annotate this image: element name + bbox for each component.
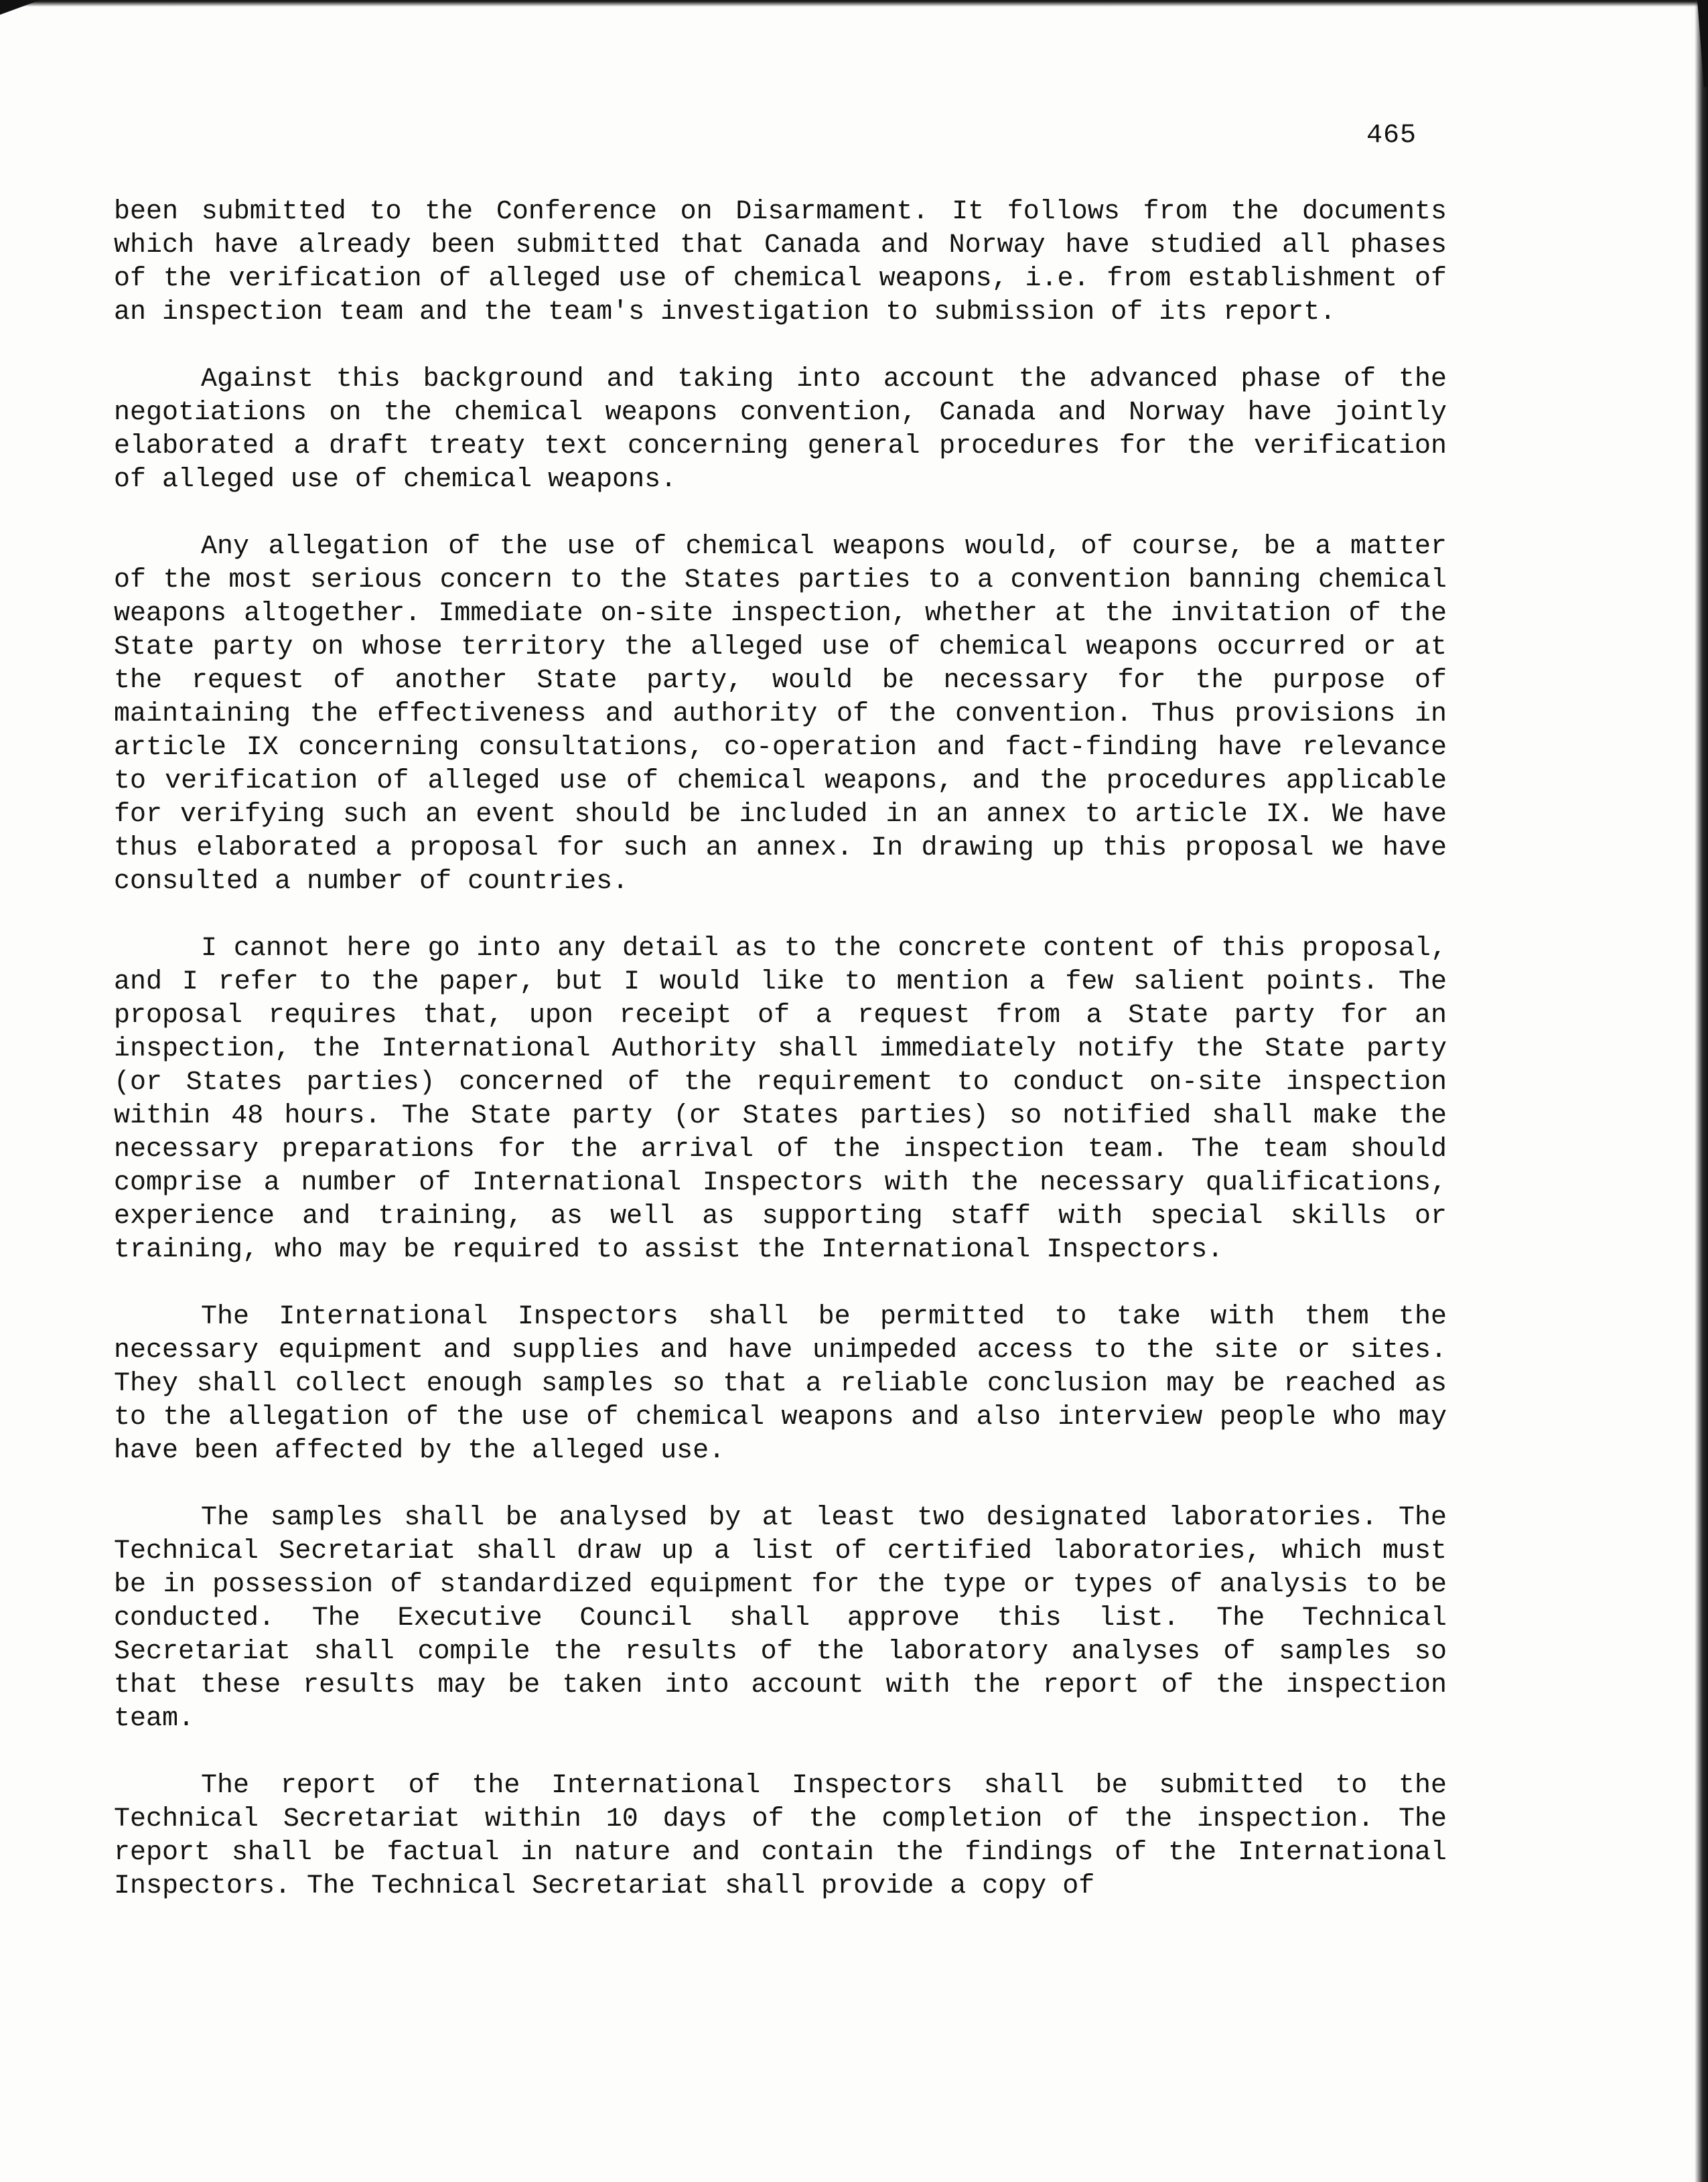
paragraph-6: The samples shall be analysed by at least two designated laboratories. The Technical Secretariat shall draw up a list of certified laboratories, which must be in possession of standardized equipment for the type or types of analysis to be conducted. The Executive Council shall approve this list. The Technical Secretariat shall compile the results of the laboratory analyses of samples so that these results may be taken into account with the report of the inspection team.	[114, 1503, 1447, 1734]
paragraph-3: Any allegation of the use of chemical weapons would, of course, be a matter of the most serious concern to the States parties to a convention banning chemical weapons altogether. Immediate on-site inspection, whether at the invitation of the State party on whose territory the alleged use of chemical weapons occurred or at the request of another State party, would be necessary for the purpose of maintaining the effectiveness and authority of the convention. Thus provisions in article IX concerning consultations, co-operation and fact-finding have relevance to verification of alleged use of chemical weapons, and the procedures applicable for verifying such an event should be included in an annex to article IX. We have thus elaborated a proposal for such an annex. In drawing up this proposal we have consulted a number of countries.	[114, 532, 1447, 897]
paragraph-4: I cannot here go into any detail as to the concrete content of this proposal, and I refer to the paper, but I would like to mention a few salient points. The proposal requires that, upon receipt of a request from a State party for an inspection, the International Authority shall immediately notify the State party (or States parties) concerned of the requirement to conduct on-site inspection within 48 hours. The State party (or States parties) so notified shall make the necessary preparations for the arrival of the inspection team. The team should comprise a number of International Inspectors with the necessary qualifications, experience and training, as well as supporting staff with special skills or training, who may be required to assist the International Inspectors.	[114, 934, 1447, 1265]
paragraph-1: been submitted to the Conference on Disarmament. It follows from the documents which have already been submitted that Canada and Norway have studied all phases of the verification of alleged use of chemical weapons, i.e. from establishment of an inspection team and the team's investigation to submission of its report.	[114, 197, 1447, 328]
paragraph-7: The report of the International Inspectors shall be submitted to the Technical Secretariat within 10 days of the completion of the inspection. The report shall be factual in nature and contain the findings of the International Inspectors. The Technical Secretariat shall provide a copy of	[114, 1771, 1447, 1901]
scan-edge-top	[0, 0, 1708, 7]
page-number: 465	[1366, 121, 1417, 151]
scan-edge-right	[1695, 0, 1708, 2182]
scan-corner-top-left	[0, 0, 40, 15]
paragraph-2: Against this background and taking into account the advanced phase of the negotiations on the chemical weapons convention, Canada and Norway have jointly elaborated a draft treaty text concerning general procedures for the verification of alleged use of chemical weapons.	[114, 364, 1447, 495]
document-body	[114, 196, 1447, 1903]
paragraph-5: The International Inspectors shall be permitted to take with them the necessary equipment and supplies and have unimpeded access to the site or sites. They shall collect enough samples so that a reliable conclusion may be reached as to the allegation of the use of chemical weapons and also interview people who may have been affected by the alleged use.	[114, 1302, 1447, 1466]
